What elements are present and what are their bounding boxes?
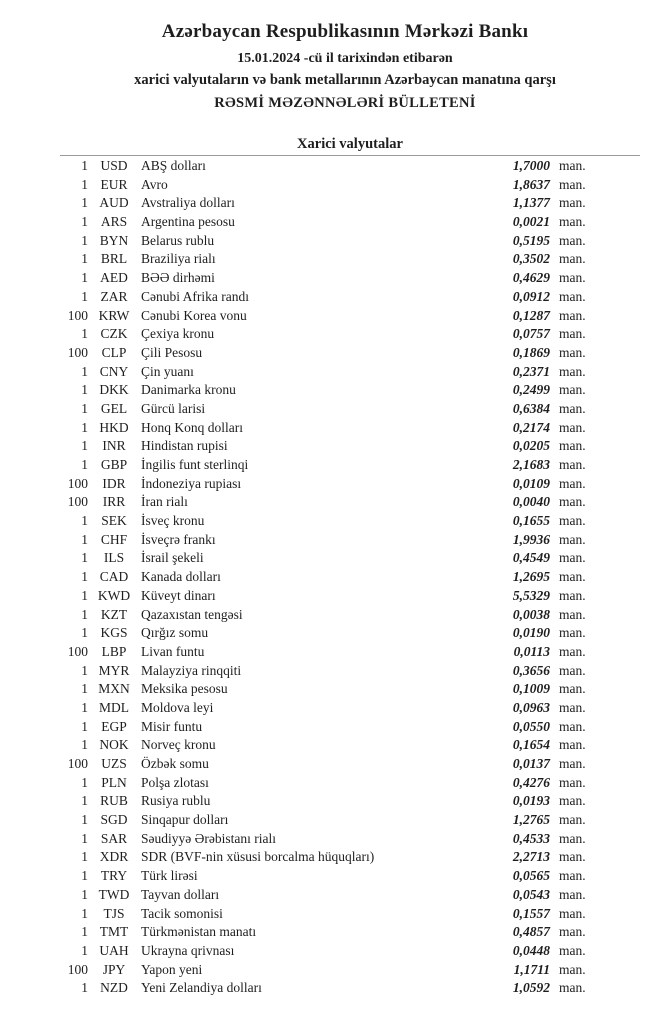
currency-code: NZD [100,980,128,996]
currency-name: Türkmənistan manatı [141,924,257,940]
rate-row [0,307,650,326]
currency-name: Argentina pesosu [141,214,235,230]
currency-code: MXN [98,681,130,697]
rate-row [0,792,650,811]
quantity: 1 [81,195,88,211]
rate-value: 1,1711 [513,961,550,977]
unit-label: man. [559,868,586,884]
unit-label: man. [559,288,586,304]
quantity: 1 [81,457,88,472]
currency-name: Rusiya rublu [141,793,211,809]
currency-code: EGP [101,718,127,734]
currency-code: KRW [98,307,130,323]
currency-code: AUD [99,195,129,211]
currency-code: DKK [99,382,129,398]
unit-label: man. [559,569,586,585]
quantity: 1 [81,270,88,286]
quantity: 1 [81,326,88,342]
unit-label: man. [559,587,586,603]
quantity: 1 [81,214,88,230]
rate-value: 0,0193 [512,793,550,809]
rate-row [0,923,650,942]
rate-value: 1,2695 [512,569,550,585]
currency-code: SEK [101,513,127,529]
quantity: 1 [81,625,88,641]
currency-name: Danimarka kronu [141,382,236,398]
subject-line: xarici valyutaların və bank metallarının Azərbaycan manatına qarşı [134,72,556,88]
quantity: 1 [81,942,88,958]
currency-code: TRY [100,868,128,884]
unit-label: man. [559,400,586,416]
unit-label: man. [559,737,586,753]
currency-name: Belarus rublu [141,232,215,248]
unit-label: man. [559,812,586,828]
rate-row [0,194,650,213]
unit-label: man. [559,344,586,360]
bulletin-title: RƏSMİ MƏZƏNNƏLƏRİ BÜLLETENİ [214,95,476,111]
rate-value: 0,4276 [512,774,550,790]
quantity: 1 [81,868,88,884]
unit-label: man. [559,718,586,734]
rate-row [0,531,650,550]
rate-value: 0,1009 [512,681,550,697]
rate-row [0,325,650,344]
quantity: 1 [81,288,88,304]
unit-label: man. [559,363,586,379]
rate-value: 0,1654 [512,737,550,753]
currency-code: TJS [103,905,125,921]
rate-row [0,419,650,438]
currency-name: Tayvan dolları [141,886,220,902]
quantity: 1 [81,363,88,379]
rates-table [0,157,650,998]
unit-label: man. [559,176,586,192]
unit-label: man. [559,961,586,977]
currency-code: TWD [98,886,130,902]
currency-name: SDR (BVF-nin xüsusi borcalma hüquqları) [141,849,375,865]
unit-label: man. [559,625,586,641]
rate-row [0,587,650,606]
unit-label: man. [559,438,586,454]
quantity: 100 [67,643,88,659]
rate-value: 0,0038 [512,606,550,622]
currency-name: Moldova leyi [141,699,214,715]
bank-title: Azərbaycan Respublikasının Mərkəzi Bankı [161,21,529,42]
rate-value: 0,2174 [512,419,550,435]
rate-value: 1,8637 [512,176,550,192]
rate-value: 1,0592 [512,980,550,996]
currency-code: SAR [100,830,128,846]
currency-name: Hindistan rupisi [141,438,228,454]
unit-label: man. [559,886,586,902]
unit-label: man. [559,419,586,435]
rate-value: 1,2765 [512,812,550,828]
currency-name: Norveç kronu [141,737,216,753]
currency-name: Küveyt dinarı [141,587,216,603]
unit-label: man. [559,158,586,173]
currency-code: JPY [102,961,126,977]
currency-code: EUR [100,176,128,192]
quantity: 1 [81,681,88,697]
currency-code: KZT [100,606,128,622]
quantity: 1 [81,438,88,454]
unit-label: man. [559,849,586,865]
rate-value: 5,5329 [512,587,550,603]
rate-value: 1,7000 [512,158,550,173]
quantity: 100 [67,344,88,360]
rate-row [0,363,650,382]
quantity: 1 [81,662,88,678]
unit-label: man. [559,232,586,248]
rate-row [0,643,650,662]
rate-row [0,176,650,195]
unit-label: man. [559,326,586,342]
quantity: 1 [81,774,88,790]
currency-name: Tacik somonisi [141,905,223,921]
rate-row [0,736,650,755]
currency-name: ABŞ dolları [141,158,206,173]
rate-value: 0,2499 [512,382,550,398]
currency-code: NOK [99,737,129,753]
unit-label: man. [559,643,586,659]
quantity: 1 [81,830,88,846]
rate-row [0,606,650,625]
rate-row [0,699,650,718]
unit-label: man. [559,606,586,622]
currency-code: BRL [100,251,128,267]
rate-row [0,848,650,867]
rate-row [0,456,650,475]
quantity: 1 [81,400,88,416]
rate-value: 0,0109 [512,475,550,491]
quantity: 1 [81,924,88,940]
section-divider [60,155,640,156]
currency-code: LBP [101,643,127,659]
rate-row [0,905,650,924]
unit-label: man. [559,475,586,491]
currency-name: Honq Konq dolları [141,419,243,435]
quantity: 1 [81,569,88,585]
currency-code: USD [100,158,128,173]
currency-code: BYN [99,232,129,248]
unit-label: man. [559,830,586,846]
quantity: 1 [81,905,88,921]
rate-row [0,961,650,980]
currency-name: Misir funtu [141,718,203,734]
rate-row [0,400,650,419]
currency-name: Polşa zlotası [141,774,209,790]
section-title: Xarici valyutalar [297,136,403,152]
rate-value: 0,0912 [512,288,550,304]
currency-code: SGD [100,812,128,828]
quantity: 1 [81,886,88,902]
rate-value: 0,4549 [512,550,550,566]
quantity: 100 [67,475,88,491]
unit-label: man. [559,550,586,566]
rate-value: 0,0205 [512,438,550,454]
rate-value: 0,1655 [512,513,550,529]
unit-label: man. [559,382,586,398]
rate-value: 0,0448 [512,942,550,958]
currency-code: TMT [99,924,129,940]
currency-name: Özbək somu [141,756,209,771]
quantity: 100 [67,961,88,977]
rate-value: 0,0963 [512,699,550,715]
rate-row [0,250,650,269]
currency-name: Kanada dolları [141,569,221,585]
unit-label: man. [559,662,586,678]
rate-row [0,942,650,961]
quantity: 100 [67,494,88,510]
rate-value: 0,0040 [512,494,550,510]
rate-row [0,680,650,699]
quantity: 1 [81,176,88,192]
quantity: 1 [81,550,88,566]
unit-label: man. [559,924,586,940]
quantity: 1 [81,531,88,547]
currency-code: MYR [98,662,130,678]
currency-name: İsveçrə frankı [141,531,216,547]
quantity: 1 [81,699,88,715]
rate-value: 0,0190 [512,625,550,641]
rate-value: 0,0565 [512,868,550,884]
currency-name: Avro [141,176,168,192]
rate-row [0,381,650,400]
unit-label: man. [559,699,586,715]
currency-name: İsrail şekeli [141,550,204,566]
currency-code: CNY [99,363,129,379]
quantity: 100 [67,307,88,323]
unit-label: man. [559,756,586,771]
rate-row [0,475,650,494]
currency-name: Çin yuanı [141,363,194,379]
currency-code: HKD [99,419,129,435]
currency-name: İndoneziya rupiası [141,475,242,491]
rate-row [0,979,650,998]
rate-value: 2,2713 [512,849,550,865]
rate-value: 0,6384 [512,400,550,416]
quantity: 1 [81,251,88,267]
unit-label: man. [559,793,586,809]
rate-value: 1,1377 [512,195,550,211]
currency-name: Qazaxıstan tengəsi [141,606,243,622]
currency-name: Yapon yeni [141,961,203,977]
currency-name: Çexiya kronu [141,326,215,342]
unit-label: man. [559,942,586,958]
quantity: 1 [81,849,88,865]
unit-label: man. [559,270,586,286]
currency-code: KGS [100,625,128,641]
unit-label: man. [559,980,586,996]
unit-label: man. [559,494,586,510]
rate-value: 0,0543 [512,886,550,902]
currency-name: Cənubi Korea vonu [141,307,247,323]
unit-label: man. [559,774,586,790]
currency-code: CZK [100,326,128,342]
rate-value: 1,9936 [512,531,550,547]
rate-row [0,344,650,363]
quantity: 1 [81,718,88,734]
rate-value: 0,3502 [512,251,550,267]
quantity: 1 [81,419,88,435]
currency-code: KWD [97,587,131,603]
currency-name: Cənubi Afrika randı [141,288,249,304]
rate-value: 0,1869 [512,344,550,360]
currency-name: Sinqapur dolları [141,812,229,828]
rate-value: 2,1683 [512,457,550,472]
rate-row [0,755,650,774]
currency-name: Livan funtu [141,643,205,659]
currency-code: ARS [100,214,128,230]
rate-row [0,811,650,830]
rate-value: 0,0113 [513,643,550,659]
unit-label: man. [559,681,586,697]
currency-name: Çili Pesosu [141,344,203,360]
quantity: 1 [81,812,88,828]
rate-value: 0,5195 [512,232,550,248]
rate-row [0,774,650,793]
rate-row [0,830,650,849]
quantity: 1 [81,587,88,603]
currency-name: İran rialı [141,494,188,510]
currency-name: Braziliya rialı [141,251,216,267]
rate-row [0,288,650,307]
rate-row [0,867,650,886]
currency-name: Səudiyyə Ərəbistanı rialı [141,830,276,846]
quantity: 1 [81,232,88,248]
rate-value: 0,1557 [512,905,550,921]
rate-row [0,232,650,251]
currency-code: CAD [99,569,129,585]
unit-label: man. [559,195,586,211]
quantity: 1 [81,606,88,622]
currency-code: RUB [100,793,128,809]
currency-code: MDL [99,699,129,715]
rate-row [0,886,650,905]
currency-name: Gürcü larisi [141,400,206,416]
rate-row [0,662,650,681]
currency-code: IRR [102,494,126,510]
currency-code: CLP [101,344,127,360]
rate-value: 0,0550 [512,718,550,734]
currency-name: Türk lirəsi [141,868,198,884]
currency-name: Malayziya rinqqiti [141,662,242,678]
unit-label: man. [559,214,586,230]
rate-row [0,157,650,176]
currency-name: İsveç kronu [141,513,205,529]
currency-name: Avstraliya dolları [141,195,235,211]
unit-label: man. [559,513,586,529]
currency-name: İngilis funt sterlinqi [141,457,249,472]
rate-value: 0,1287 [512,307,550,323]
currency-code: PLN [101,774,127,790]
quantity: 1 [81,793,88,809]
rate-row [0,493,650,512]
rate-row [0,624,650,643]
rate-row [0,549,650,568]
rate-row [0,568,650,587]
currency-code: GEL [100,400,128,416]
currency-name: BƏƏ dirhəmi [141,270,215,286]
rate-row [0,718,650,737]
currency-code: XDR [99,849,129,865]
rate-value: 0,4533 [512,830,550,846]
currency-name: Qırğız somu [141,625,209,641]
currency-code: IDR [102,475,126,491]
currency-code: UZS [101,756,127,771]
section-header [60,135,640,153]
currency-code: ZAR [100,288,128,304]
rate-value: 0,0137 [512,756,550,771]
quantity: 1 [81,513,88,529]
quantity: 1 [81,980,88,996]
quantity: 1 [81,737,88,753]
rate-row [0,269,650,288]
quantity: 100 [67,756,88,771]
currency-code: GBP [100,457,128,472]
rate-value: 0,4857 [512,924,550,940]
unit-label: man. [559,905,586,921]
unit-label: man. [559,307,586,323]
rate-value: 0,4629 [512,270,550,286]
unit-label: man. [559,457,586,472]
currency-name: Yeni Zelandiya dolları [141,980,262,996]
rate-row [0,437,650,456]
currency-name: Ukrayna qrivnası [141,942,235,958]
currency-code: UAH [99,942,129,958]
unit-label: man. [559,531,586,547]
rate-row [0,213,650,232]
rate-row [0,512,650,531]
document-header [55,0,635,112]
rate-value: 0,3656 [512,662,550,678]
effective-date-line: 15.01.2024 -cü il tarixindən etibarən [237,51,453,66]
currency-name: Meksika pesosu [141,681,228,697]
currency-code: AED [100,270,128,286]
quantity: 1 [81,382,88,398]
unit-label: man. [559,251,586,267]
rate-value: 0,0757 [512,326,550,342]
rate-value: 0,0021 [512,214,550,230]
currency-code: INR [102,438,126,454]
currency-code: ILS [103,550,125,566]
currency-code: CHF [100,531,128,547]
quantity: 1 [81,158,88,173]
rate-value: 0,2371 [512,363,550,379]
